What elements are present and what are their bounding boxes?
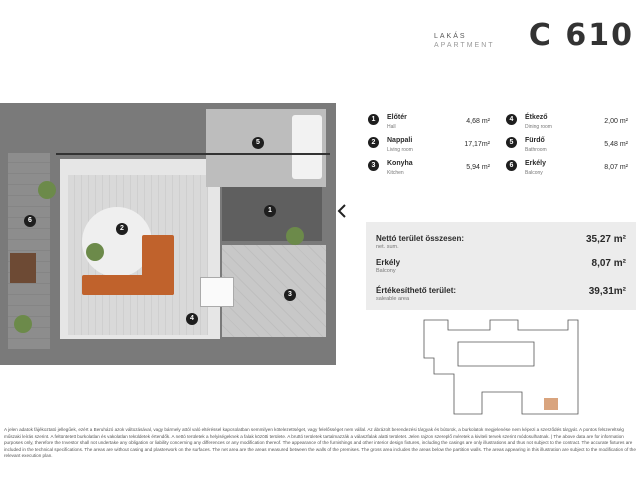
key-plan: [418, 318, 588, 418]
room-item: [368, 135, 500, 157]
plan-marker-4: 4: [186, 313, 198, 325]
plant-icon: [286, 227, 304, 245]
net-area-row: [376, 234, 626, 250]
room-number: 5: [506, 137, 517, 148]
room-name: Konyha: [387, 160, 413, 167]
saleable-area-sub: saleable area: [376, 296, 410, 302]
room-number: 3: [368, 160, 379, 171]
plan-marker-2: 2: [116, 223, 128, 235]
plan-marker-5: 5: [252, 137, 264, 149]
room-name-en: Dining room: [525, 124, 552, 130]
area-summary: [366, 222, 636, 310]
room-item: [506, 112, 638, 134]
saleable-area-value: 39,31m²: [588, 286, 626, 297]
dining-table: [200, 277, 234, 307]
room-item: [368, 112, 500, 134]
room-item: [368, 158, 500, 180]
room-item: [506, 158, 638, 180]
room-area: 4,68 m²: [466, 118, 490, 125]
room-name: Fürdő: [525, 137, 545, 144]
room-name-en: Bathroom: [525, 147, 547, 153]
room-area: 5,48 m²: [604, 141, 628, 148]
apartment-code: C 610: [528, 18, 634, 53]
net-area-value: 35,27 m²: [585, 234, 626, 245]
room-name: Erkély: [525, 160, 547, 167]
room-item: [506, 135, 638, 157]
room-area: 5,94 m²: [466, 164, 490, 171]
disclaimer-text: A jelen adatok fájékoztató jellegűek, ezért a Beruházó azok változásával, vagy bármely attól való eltéréssel kapcsolatban semmilyen kötelezettséget, vagy felelősséget nem vállal. Az ábrázolt berendezési tárgyak és bútorok, a burkolatok megjelenése nem képezi a szerződés tárgyát. A pontos felszereltség műszaki leírás szerint. A feltüntetett burkolatlan és vakolatlan teküldetek értendők. A nettó területek a helyiségeknek a falak közötti területe. A bruttó területek tartalmazzák a válaszfalak alatti területet. Jelen rajzon szereplő méretek a kiviteli tervek szerint módosulhatnak. | The above data are for information purposes only, therefore the Investor shall not undertake any obligation or liability concerning any differences or any modification thereof. The appearance of the furnishings and other interior design fixtures, including the casings are only illustrations and thus not subject to the contract. The accurate fixtures are included in the technical specifications. The areas are without casing and plasterwork on the surfaces. The net area are the areas measured between the walls of the premises. The gross area includes the areas below the partition walls. The areas appearing in this illustration are subject to the modification of the relevant execution plan.: [4, 427, 636, 459]
room-name: Előtér: [387, 114, 407, 121]
balcony-area-label: Erkély: [376, 258, 401, 267]
room-name-en: Living room: [387, 147, 413, 153]
balcony-area-sub: Balcony: [376, 268, 396, 274]
plant-icon: [14, 315, 32, 333]
room-number: 2: [368, 137, 379, 148]
room-number: 4: [506, 114, 517, 125]
kitchen-area: [222, 245, 326, 337]
plan-marker-6: 6: [24, 215, 36, 227]
plan-marker-1: 1: [264, 205, 276, 217]
apartment-label-hu: LAKÁS: [434, 33, 467, 40]
room-area: 17,17m²: [464, 141, 490, 148]
apartment-label: [434, 32, 495, 50]
balcony-table: [10, 253, 36, 283]
room-name-en: Kitchen: [387, 170, 404, 176]
room-area: 2,00 m²: [604, 118, 628, 125]
plant-icon: [86, 243, 104, 261]
bathtub: [292, 115, 322, 179]
room-number: 1: [368, 114, 379, 125]
apartment-label-en: APARTMENT: [434, 42, 495, 49]
saleable-area-row: [376, 286, 626, 302]
plant-icon: [38, 181, 56, 199]
plan-marker-3: 3: [284, 289, 296, 301]
room-name: Nappali: [387, 137, 413, 144]
wall: [56, 153, 330, 155]
balcony-area-row: [376, 258, 626, 274]
room-number: 6: [506, 160, 517, 171]
apartment-header: [434, 18, 634, 58]
room-name-en: Balcony: [525, 170, 543, 176]
net-area-sub: net. sum.: [376, 244, 399, 250]
apartment-highlight: [544, 398, 558, 410]
room-name: Étkező: [525, 114, 548, 121]
courtyard-outline: [458, 342, 534, 366]
floor-plan: [0, 103, 336, 365]
saleable-area-label: Értékesíthető terület:: [376, 286, 457, 295]
net-area-label: Nettó terület összesen:: [376, 234, 465, 243]
balcony-area-value: 8,07 m²: [591, 258, 626, 269]
room-area: 8,07 m²: [604, 164, 628, 171]
room-name-en: Hall: [387, 124, 396, 130]
chevron-left-icon[interactable]: [336, 204, 348, 218]
